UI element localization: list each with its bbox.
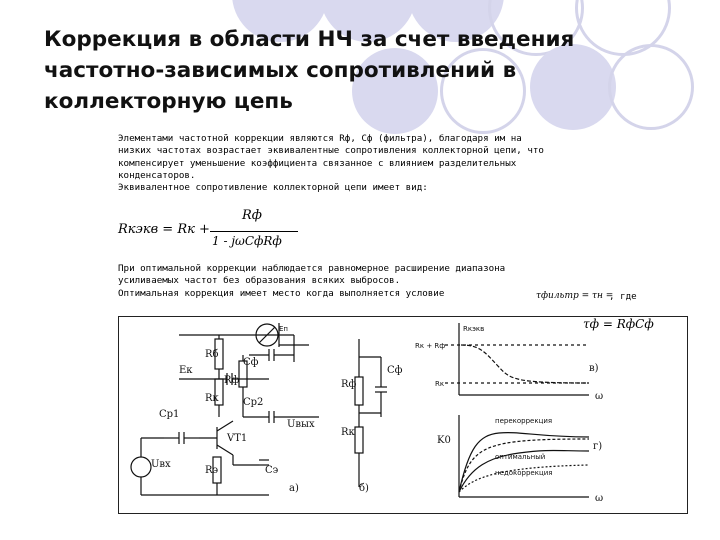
graph-label-k0: K0 xyxy=(437,435,451,446)
optimal-condition: τфильтр = τн = xyxy=(536,291,614,301)
graph-label-under: недокоррекция xyxy=(495,469,553,477)
formula-lhs: Rкэкв = Rк + xyxy=(118,222,210,237)
label-b: б) xyxy=(359,483,369,494)
label-uout: Uвых xyxy=(287,419,315,430)
graph-label-rkekv: Rкэкв xyxy=(463,325,485,333)
label-sub-cf: Cф xyxy=(387,365,403,376)
para2-line-3: Оптимальная коррекция имеет место когда выполняется условие xyxy=(118,287,445,299)
circuit-figure xyxy=(118,316,688,514)
equivalent-resistance-formula xyxy=(118,206,308,256)
formula-numerator: Rф xyxy=(242,208,262,223)
para1-line-3: компенсирует уменьшение коэффициента связанное с влиянием разделительных xyxy=(118,157,517,169)
label-ek: Ек xyxy=(179,365,193,376)
label-rk: Rк xyxy=(205,393,219,404)
label-cf: Cф xyxy=(243,357,259,368)
label-rb: Rб xyxy=(205,349,219,360)
fraction-bar xyxy=(210,231,298,232)
para1-line-4: конденсаторов. xyxy=(118,169,196,181)
circuit-diagram-svg xyxy=(119,317,689,515)
label-rf: Rф xyxy=(224,375,240,386)
graph-label-rk-rf: Rк + Rф xyxy=(415,342,446,350)
graph-label-rk: Rк xyxy=(435,380,445,388)
slide-title xyxy=(44,24,684,117)
title-line-3: коллекторную цепь xyxy=(44,89,293,114)
graph-label-over: перекоррекция xyxy=(495,417,553,425)
label-sub-rf: Rф xyxy=(341,379,357,390)
label-a: а) xyxy=(289,483,299,494)
label-re: Rэ xyxy=(205,465,219,476)
para1-line-1: Элементами частотной коррекции являются Rф, Сф (фильтра), благодаря им на xyxy=(118,133,522,144)
graph-label-optimal: оптимальный xyxy=(495,453,546,461)
para1-line-5: Эквивалентное сопротивление коллекторной цепи имеет вид: xyxy=(118,182,428,194)
label-e-plus: Eп xyxy=(279,325,288,333)
para2-line-2: усиливаемых частот без образования всяких выбросов. xyxy=(118,275,401,287)
label-ce: Cэ xyxy=(265,465,279,476)
title-line-1: Коррекция в области НЧ за счет введения xyxy=(44,27,575,52)
paragraph-correction xyxy=(118,133,660,194)
condition-tail: , где xyxy=(609,291,637,302)
time-constant-formula: τф = RфCф xyxy=(583,317,654,331)
label-cr1: Cр1 xyxy=(159,409,180,420)
para2-line-1: При оптимальной коррекции наблюдается равномерное расширение диапазона xyxy=(118,263,506,274)
graph-label-omega-2: ω xyxy=(595,493,604,504)
formula-denominator: 1 - jωCфRф xyxy=(212,234,282,248)
graph-label-g: г) xyxy=(593,441,603,452)
title-line-2: частотно-зависимых сопротивлений в xyxy=(44,58,517,83)
label-vt1: VT1 xyxy=(227,433,248,444)
para1-line-2: низких частотах возрастает эквивалентные сопротивления коллекторной цепи, что xyxy=(118,145,544,157)
label-uin: Uвх xyxy=(151,459,171,470)
graph-label-v: в) xyxy=(589,363,599,374)
graph-label-omega-1: ω xyxy=(595,391,604,402)
label-sub-rk: Rк xyxy=(341,427,355,438)
label-cr2: Cр2 xyxy=(243,397,264,408)
